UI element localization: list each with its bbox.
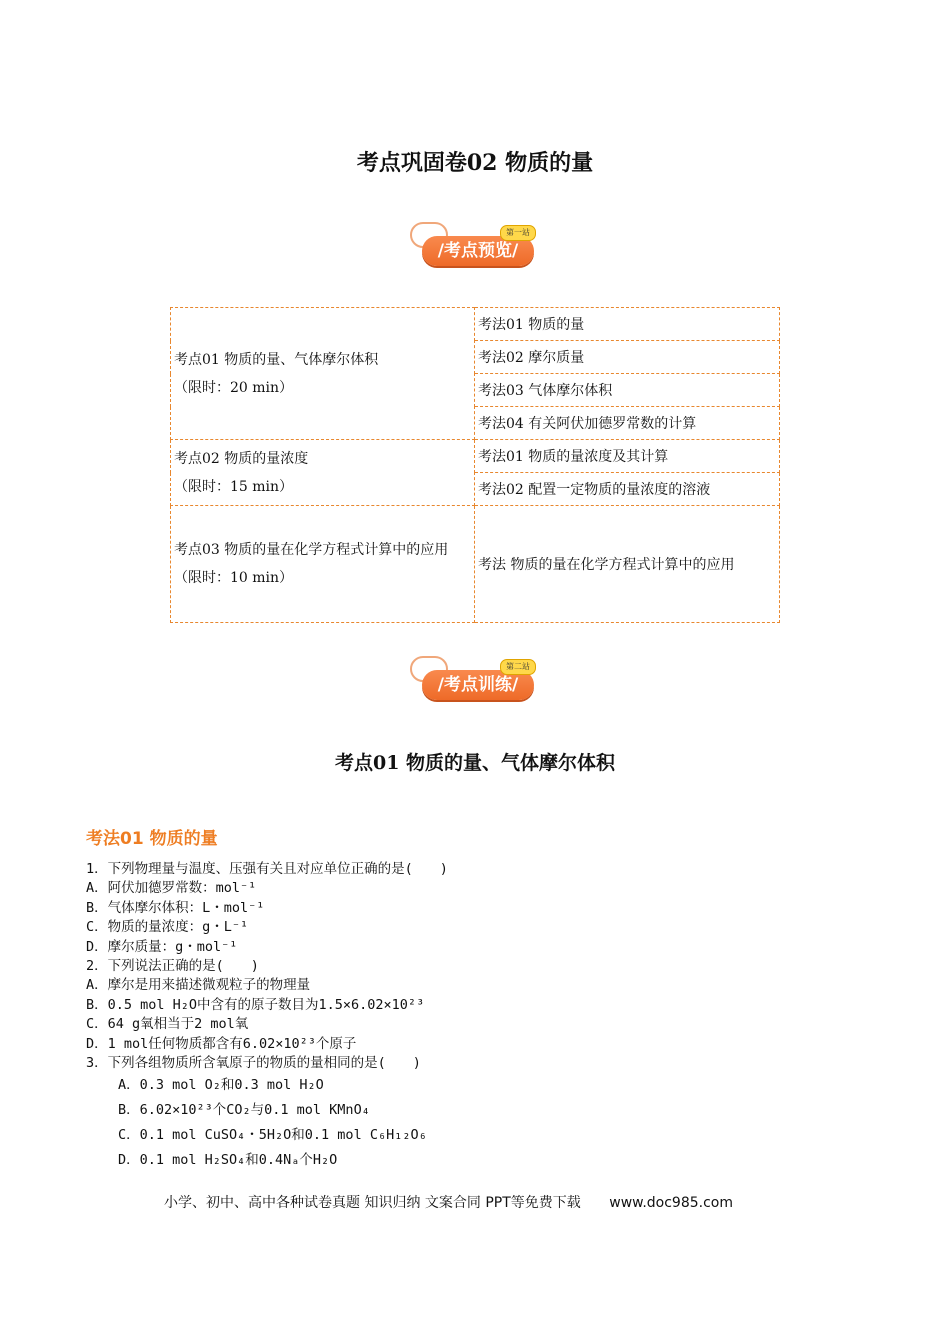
- footer: [164, 1192, 733, 1212]
- question-option: A．0.3 mol O₂和0.3 mol H₂O: [118, 1077, 324, 1094]
- question-list: [86, 860, 866, 1173]
- footer-text: 小学、初中、高中各种试卷真题 知识归纳 文案合同 PPT等免费下载: [164, 1195, 581, 1211]
- group-cell: [171, 506, 475, 623]
- preview-badge: [410, 222, 540, 272]
- question-option: C．64 g氧相当于2 mol氧: [86, 1016, 249, 1033]
- question-option: A．摩尔是用来描述微观粒子的物理量: [86, 977, 311, 994]
- question-option: D．摩尔质量：g・mol⁻¹: [86, 938, 238, 955]
- badge-label: /考点训练/: [422, 670, 534, 700]
- question-option: D．1 mol任何物质都含有6.02×10²³个原子: [86, 1035, 357, 1052]
- training-badge: [410, 656, 540, 706]
- question-option: C．物质的量浓度：g・L⁻¹: [86, 919, 249, 936]
- question-option: A．阿伏加德罗常数：mol⁻¹: [86, 880, 257, 897]
- group-cell: [171, 440, 475, 506]
- section-title: 考点01 物质的量、气体摩尔体积: [334, 752, 616, 774]
- item-cell: 考法04 有关阿伏加德罗常数的计算: [475, 407, 780, 440]
- item-cell: 考法01 物质的量: [475, 308, 780, 341]
- subsection-title: 考法01 物质的量: [86, 829, 218, 849]
- document-title: 考点巩固卷02 物质的量: [356, 150, 594, 176]
- group-limit: （限时：10 min）: [174, 570, 294, 586]
- badge-label: /考点预览/: [422, 236, 534, 266]
- item-cell: 考法02 配置一定物质的量浓度的溶液: [475, 473, 780, 506]
- question-option: C．0.1 mol CuSO₄・5H₂O和0.1 mol C₆H₁₂O₆: [118, 1127, 427, 1144]
- group-name: 考点03 物质的量在化学方程式计算中的应用: [174, 542, 449, 558]
- overview-table: [170, 307, 780, 623]
- item-cell: 考法02 摩尔质量: [475, 341, 780, 374]
- question-option: D．0.1 mol H₂SO₄和0.4Nₐ个H₂O: [118, 1152, 338, 1169]
- badge-tag: 第一站: [500, 225, 536, 241]
- question-stem: 2．下列说法正确的是( ): [86, 958, 259, 975]
- question-stem: 3．下列各组物质所含氧原子的物质的量相同的是( ): [86, 1055, 421, 1072]
- group-name: 考点02 物质的量浓度: [174, 450, 309, 467]
- question-option: B．气体摩尔体积：L・mol⁻¹: [86, 899, 265, 916]
- footer-site-link[interactable]: www.doc985.com: [609, 1195, 733, 1211]
- item-cell: 考法 物质的量在化学方程式计算中的应用: [475, 506, 780, 623]
- question-stem: 1．下列物理量与温度、压强有关且对应单位正确的是( ): [86, 861, 448, 877]
- question-option: B．0.5 mol H₂O中含有的原子数目为1.5×6.02×10²³: [86, 996, 425, 1013]
- item-cell: 考法01 物质的量浓度及其计算: [475, 440, 780, 473]
- group-limit: （限时：20 min）: [174, 379, 294, 396]
- question-option: B．6.02×10²³个CO₂与0.1 mol KMnO₄: [118, 1102, 370, 1119]
- group-cell: [171, 308, 475, 440]
- item-cell: 考法03 气体摩尔体积: [475, 374, 780, 407]
- group-limit: （限时：15 min）: [174, 478, 294, 495]
- group-name: 考点01 物质的量、气体摩尔体积: [174, 351, 379, 368]
- badge-tag: 第二站: [500, 659, 536, 675]
